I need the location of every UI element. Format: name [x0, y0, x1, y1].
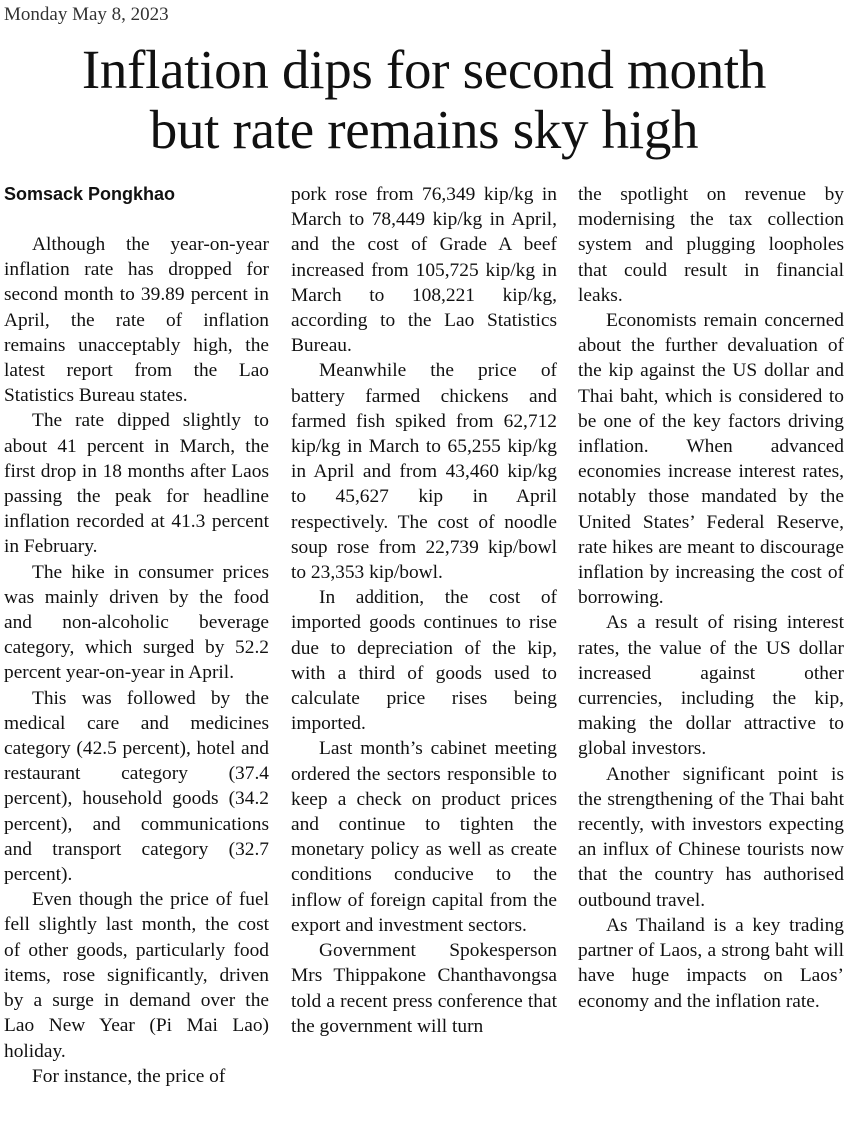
paragraph-continued: the spotlight on revenue by modernising the tax collection system and plugging loopholes that could result in financial leaks. [578, 184, 844, 306]
paragraph: The hike in consumer prices was mainly driven by the food and non-alcoholic beverage category, which surged by 52.2 percent year-on-year in April. [4, 561, 269, 684]
date-line: Monday May 8, 2023 [4, 4, 169, 25]
paragraph-continued: pork rose from 76,349 kip/kg in March to 78,449 kip/kg in April, and the cost of Grade A beef increased from 105,725 kip/kg in March to 108,221 kip/kg, according to the Lao Statistics Bureau. [291, 184, 557, 357]
paragraph: As a result of rising interest rates, the value of the US dollar increased against other currencies, including the kip, making the dollar attractive to global investors. [578, 612, 844, 760]
paragraph: As Thailand is a key trading partner of Laos, a strong baht will have huge impacts on Laos’ economy and the inflation rate. [578, 914, 844, 1012]
article-column-3 [578, 182, 844, 1014]
paragraph: Government Spokesperson Mrs Thippakone Chanthavongsa told a recent press conference that the government will turn [291, 940, 557, 1037]
paragraph: Meanwhile the price of battery farmed chickens and farmed fish spiked from 62,712 kip/kg in March to 65,255 kip/kg in April and from 43,460 kip/kg to 45,627 kip in April respectively. The cost of noodle soup rose from 22,739 kip/bowl to 23,353 kip/bowl. [291, 360, 557, 584]
headline-line-2: but rate remains sky high [149, 99, 699, 160]
paragraph: Last month’s cabinet meeting ordered the sectors responsible to keep a check on product prices and continue to tighten the monetary policy as well as create conditions conducive to the inflow of foreign capital from the export and investment sectors. [291, 738, 557, 936]
paragraph: In addition, the cost of imported goods continues to rise due to depreciation of the kip, with a third of goods used to calculate price rises being imported. [291, 587, 557, 735]
article-column-1 [4, 232, 269, 1089]
paragraph: Another significant point is the strengthening of the Thai baht recently, with investors expecting an influx of Chinese tourists now that the country has authorised outbound travel. [578, 763, 844, 911]
headline [0, 40, 848, 160]
paragraph: This was followed by the medical care and medicines category (42.5 percent), hotel and restaurant category (37.4 percent), household goods (34.2 percent), and communications and transport category (32.7 percent). [4, 687, 269, 886]
byline: Somsack Pongkhao [4, 184, 176, 204]
paragraph: The rate dipped slightly to about 41 percent in March, the first drop in 18 months after Laos passing the peak for headline inflation recorded at 41.3 percent in February. [4, 410, 269, 558]
paragraph: Although the year-on-year inflation rate has dropped for second month to 39.89 percent in April, the rate of inflation remains unacceptably high, the latest report from the Lao Statistics Bureau states. [4, 234, 269, 407]
paragraph: Economists remain concerned about the further devaluation of the kip against the US dollar and Thai baht, which is considered to be one of the key factors driving inflation. When advanced economies increase interest rates, notably those mandated by the United States’ Federal Reserve, rate hikes are meant to discourage inflation by increasing the cost of borrowing. [578, 310, 844, 609]
article-column-2 [291, 182, 557, 1039]
paragraph: Even though the price of fuel fell slightly last month, the cost of other goods, particularly food items, rose significantly, driven by a surge in demand over the Lao New Year (Pi Mai Lao) holiday. [4, 889, 269, 1062]
paragraph: For instance, the price of [32, 1065, 226, 1087]
headline-line-1: Inflation dips for second month [81, 39, 767, 100]
